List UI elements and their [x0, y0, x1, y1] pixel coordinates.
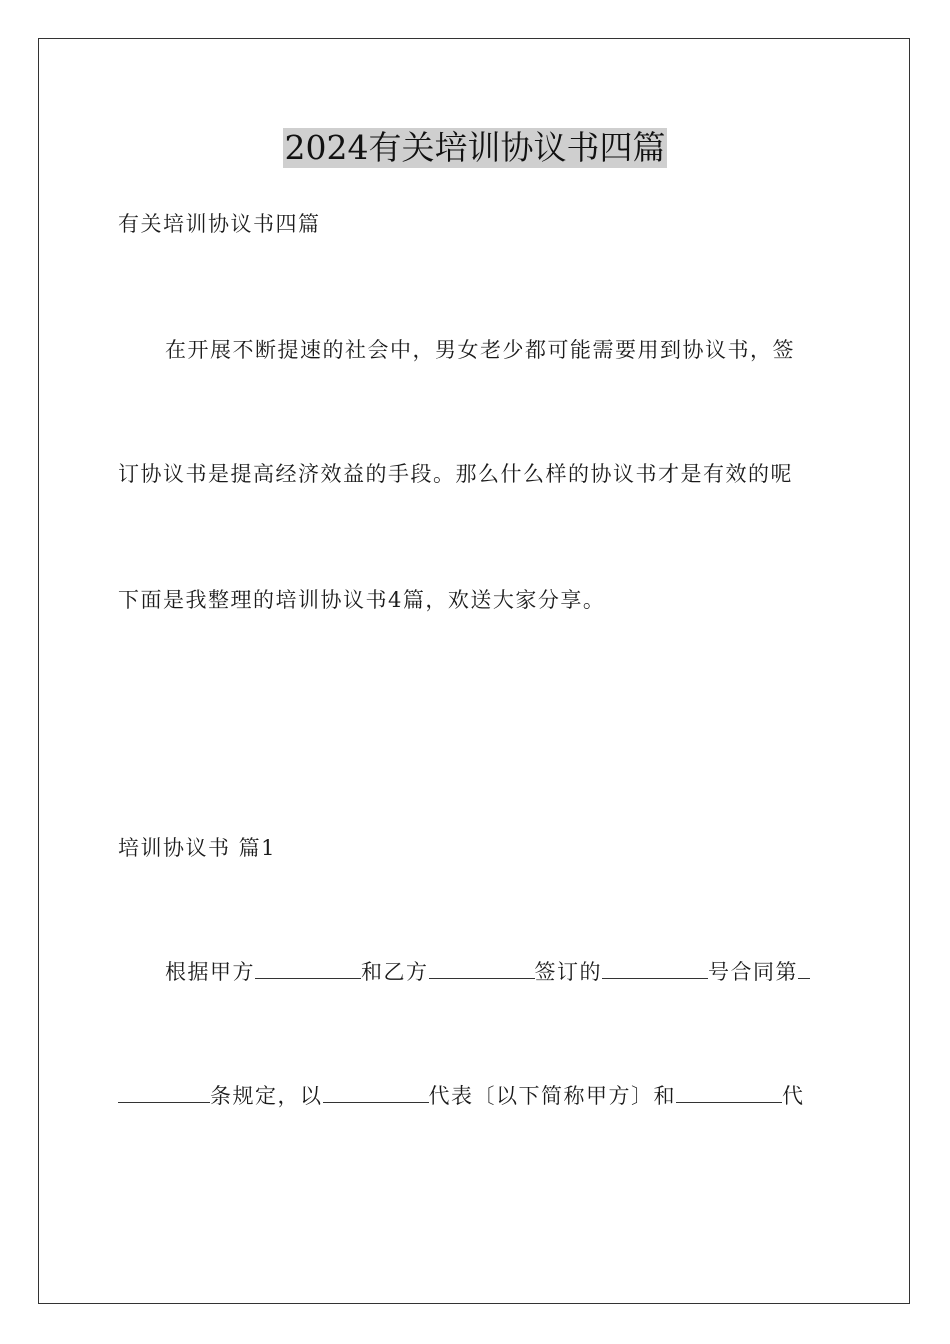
intro-line-3: 下面是我整理的培训协议书4篇，欢送大家分享。 [118, 588, 606, 612]
text-represent-a: 代表〔以下简称甲方〕和 [428, 1084, 676, 1108]
document-subtitle: 有关培训协议书四篇 [118, 212, 321, 236]
blank-field-clause-no[interactable] [118, 1082, 210, 1103]
text-clause-rule: 条规定，以 [210, 1084, 323, 1108]
text-represent-b: 代 [782, 1084, 805, 1108]
contract-paragraph-line-1 [165, 958, 838, 986]
blank-field-party-a[interactable] [255, 958, 361, 979]
blank-field-representative-b[interactable] [676, 1082, 782, 1103]
contract-paragraph-line-2 [118, 1082, 838, 1110]
blank-field-contract-no[interactable] [602, 958, 708, 979]
blank-field-clause-start[interactable] [798, 958, 810, 979]
intro-line-2: 订协议书是提高经济效益的手段。那么什么样的协议书才是有效的呢 [118, 462, 793, 486]
text-party-a: 根据甲方 [165, 960, 255, 984]
title-container [0, 128, 950, 168]
text-party-b: 和乙方 [361, 960, 429, 984]
blank-field-party-b[interactable] [429, 958, 535, 979]
text-signed: 签订的 [534, 960, 602, 984]
intro-line-1: 在开展不断提速的社会中，男女老少都可能需要用到协议书，签 [165, 338, 795, 362]
blank-field-representative-a[interactable] [323, 1082, 429, 1103]
section-heading: 培训协议书 篇1 [118, 836, 277, 860]
document-title: 2024有关培训协议书四篇 [284, 128, 666, 167]
text-contract-clause: 号合同第 [708, 960, 798, 984]
